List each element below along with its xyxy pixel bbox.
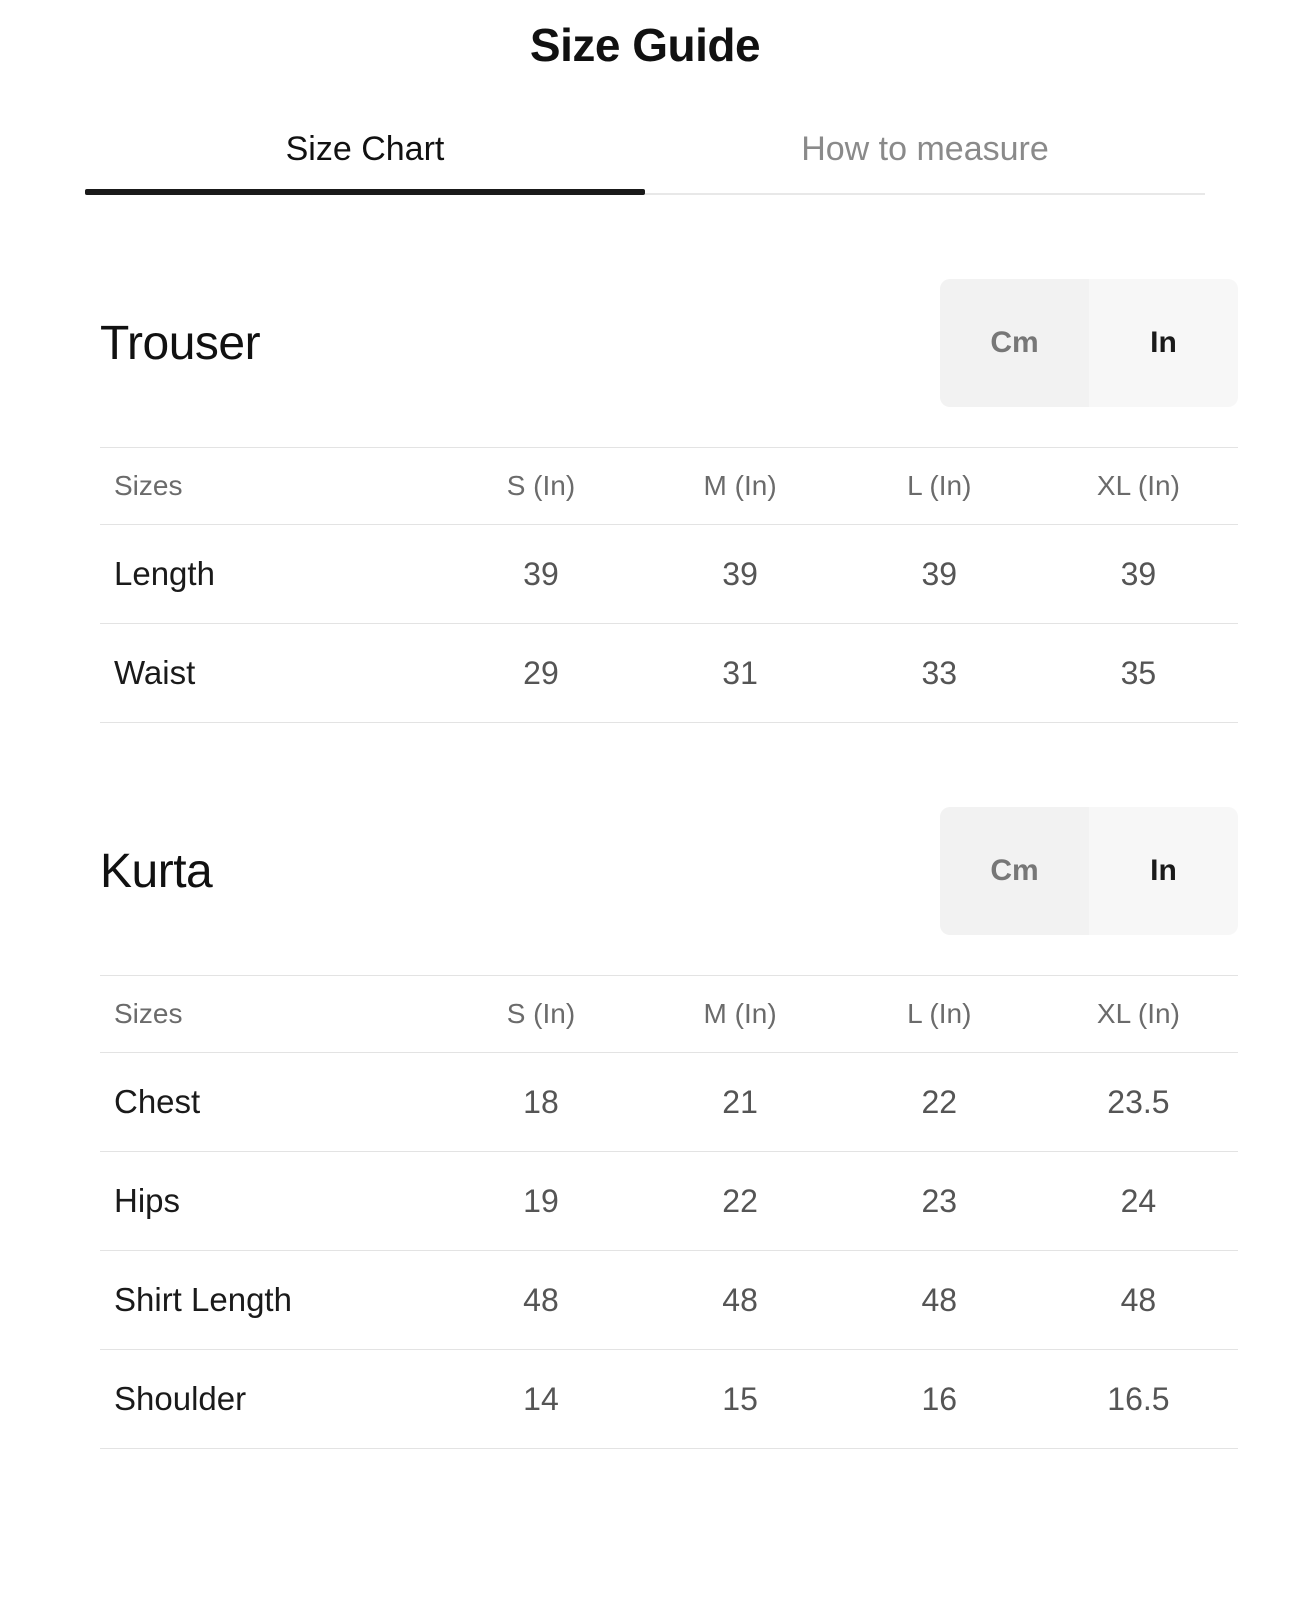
size-table-trouser-body xyxy=(100,525,1238,723)
table-row xyxy=(100,1350,1238,1449)
tab-size-chart[interactable]: Size Chart xyxy=(85,130,645,193)
tab-bar xyxy=(85,130,1205,195)
col-header-xl: XL (In) xyxy=(1039,976,1238,1053)
cell-length-s: 39 xyxy=(441,525,640,624)
table-row xyxy=(100,624,1238,723)
row-label-shirt-length: Shirt Length xyxy=(100,1251,441,1350)
page-title: Size Guide xyxy=(529,19,761,71)
unit-toggle-trouser[interactable] xyxy=(940,279,1238,407)
section-trouser-title: Trouser xyxy=(100,316,261,370)
cell-chest-s: 18 xyxy=(441,1053,640,1152)
cell-waist-m: 31 xyxy=(641,624,840,723)
size-table-trouser xyxy=(100,447,1238,723)
col-header-m: M (In) xyxy=(641,976,840,1053)
size-table-trouser-head xyxy=(100,448,1238,525)
size-table-kurta-body xyxy=(100,1053,1238,1449)
col-header-s: S (In) xyxy=(441,976,640,1053)
section-kurta-title: Kurta xyxy=(100,844,213,898)
table-row xyxy=(100,1251,1238,1350)
row-label-hips: Hips xyxy=(100,1152,441,1251)
size-table-kurta-head xyxy=(100,976,1238,1053)
cell-chest-xl: 23.5 xyxy=(1039,1053,1238,1152)
section-trouser xyxy=(0,279,1290,723)
table-row xyxy=(100,1053,1238,1152)
section-kurta-header xyxy=(100,807,1238,935)
col-header-sizes: Sizes xyxy=(100,448,441,525)
cell-length-l: 39 xyxy=(840,525,1039,624)
section-trouser-header xyxy=(100,279,1238,407)
cell-hips-xl: 24 xyxy=(1039,1152,1238,1251)
cell-waist-s: 29 xyxy=(441,624,640,723)
cell-hips-m: 22 xyxy=(641,1152,840,1251)
col-header-sizes: Sizes xyxy=(100,976,441,1053)
tab-how-to-measure[interactable]: How to measure xyxy=(801,130,1049,168)
size-table-kurta xyxy=(100,975,1238,1449)
cell-shoulder-xl: 16.5 xyxy=(1039,1350,1238,1449)
cell-hips-s: 19 xyxy=(441,1152,640,1251)
table-header-row xyxy=(100,976,1238,1053)
unit-cm-button-trouser[interactable]: Cm xyxy=(940,279,1089,407)
row-label-chest: Chest xyxy=(100,1053,441,1152)
cell-shirt-length-xl: 48 xyxy=(1039,1251,1238,1350)
cell-waist-l: 33 xyxy=(840,624,1039,723)
cell-shoulder-s: 14 xyxy=(441,1350,640,1449)
col-header-l: L (In) xyxy=(840,448,1039,525)
col-header-m: M (In) xyxy=(641,448,840,525)
cell-shirt-length-m: 48 xyxy=(641,1251,840,1350)
cell-chest-m: 21 xyxy=(641,1053,840,1152)
cell-hips-l: 23 xyxy=(840,1152,1039,1251)
unit-in-button-trouser[interactable]: In xyxy=(1089,279,1238,407)
col-header-s: S (In) xyxy=(441,448,640,525)
cell-waist-xl: 35 xyxy=(1039,624,1238,723)
table-row xyxy=(100,525,1238,624)
cell-chest-l: 22 xyxy=(840,1053,1039,1152)
cell-shoulder-m: 15 xyxy=(641,1350,840,1449)
table-row xyxy=(100,1152,1238,1251)
row-label-waist: Waist xyxy=(100,624,441,723)
unit-cm-button-kurta[interactable]: Cm xyxy=(940,807,1089,935)
table-header-row xyxy=(100,448,1238,525)
section-kurta xyxy=(0,807,1290,1449)
row-label-shoulder: Shoulder xyxy=(100,1350,441,1449)
cell-length-m: 39 xyxy=(641,525,840,624)
cell-shirt-length-s: 48 xyxy=(441,1251,640,1350)
col-header-xl: XL (In) xyxy=(1039,448,1238,525)
cell-shoulder-l: 16 xyxy=(840,1350,1039,1449)
unit-in-button-kurta[interactable]: In xyxy=(1089,807,1238,935)
cell-length-xl: 39 xyxy=(1039,525,1238,624)
cell-shirt-length-l: 48 xyxy=(840,1251,1039,1350)
unit-toggle-kurta[interactable] xyxy=(940,807,1238,935)
row-label-length: Length xyxy=(100,525,441,624)
col-header-l: L (In) xyxy=(840,976,1039,1053)
